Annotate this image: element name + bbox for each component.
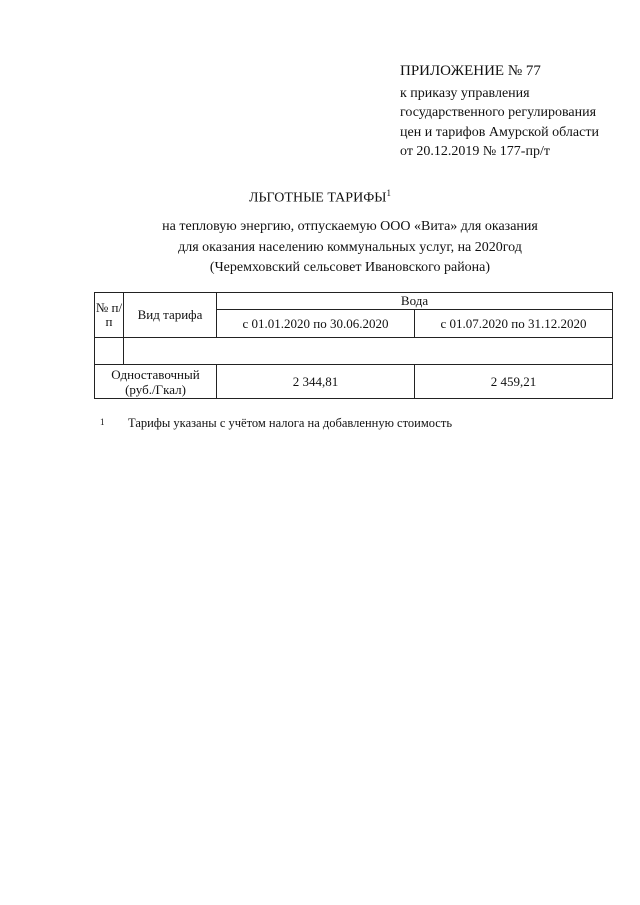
subtitle-line-2: для оказания населению коммунальных услуг, на 2020год bbox=[178, 239, 522, 255]
footnote-mark: 1 bbox=[100, 417, 105, 427]
tariff-table bbox=[94, 292, 613, 399]
tariff-label: Одноставочный (руб./Гкал) bbox=[95, 365, 217, 399]
water-group-header: Вода bbox=[217, 293, 613, 310]
appendix-number: ПРИЛОЖЕНИЕ № 77 bbox=[400, 63, 541, 79]
tariff-value-1: 2 344,81 bbox=[217, 365, 415, 399]
period-1-header: с 01.01.2020 по 30.06.2020 bbox=[217, 310, 415, 338]
table-empty-row bbox=[95, 338, 613, 365]
empty-cell bbox=[124, 338, 613, 365]
appendix-header bbox=[400, 62, 630, 162]
footnote-text: Тарифы указаны с учётом налога на добавленную стоимость bbox=[128, 416, 453, 430]
appendix-line-3: цен и тарифов Амурской области bbox=[400, 124, 599, 140]
subtitle-line-1: на тепловую энергию, отпускаемую ООО «Вита» для оказания bbox=[162, 219, 538, 234]
table-header-row bbox=[95, 293, 613, 310]
document-title bbox=[0, 188, 640, 207]
appendix-line-4: от 20.12.2019 № 177-пр/т bbox=[400, 144, 550, 159]
document-subtitle bbox=[120, 217, 580, 279]
title-footnote-mark: 1 bbox=[386, 188, 391, 198]
period-2-header: с 01.07.2020 по 31.12.2020 bbox=[415, 310, 613, 338]
table-row bbox=[95, 365, 613, 399]
appendix-line-1: к приказу управления bbox=[400, 85, 530, 101]
document-title-text: ЛЬГОТНЫЕ ТАРИФЫ bbox=[249, 190, 387, 206]
tariff-type-header: Вид тарифа bbox=[124, 293, 217, 338]
appendix-line-2: государственного регулирования bbox=[400, 105, 597, 120]
empty-cell bbox=[95, 338, 124, 365]
subtitle-line-3: (Черемховский сельсовет Ивановского района) bbox=[209, 260, 491, 275]
num-header: № п/п bbox=[95, 293, 124, 338]
tariff-value-2: 2 459,21 bbox=[415, 365, 613, 399]
